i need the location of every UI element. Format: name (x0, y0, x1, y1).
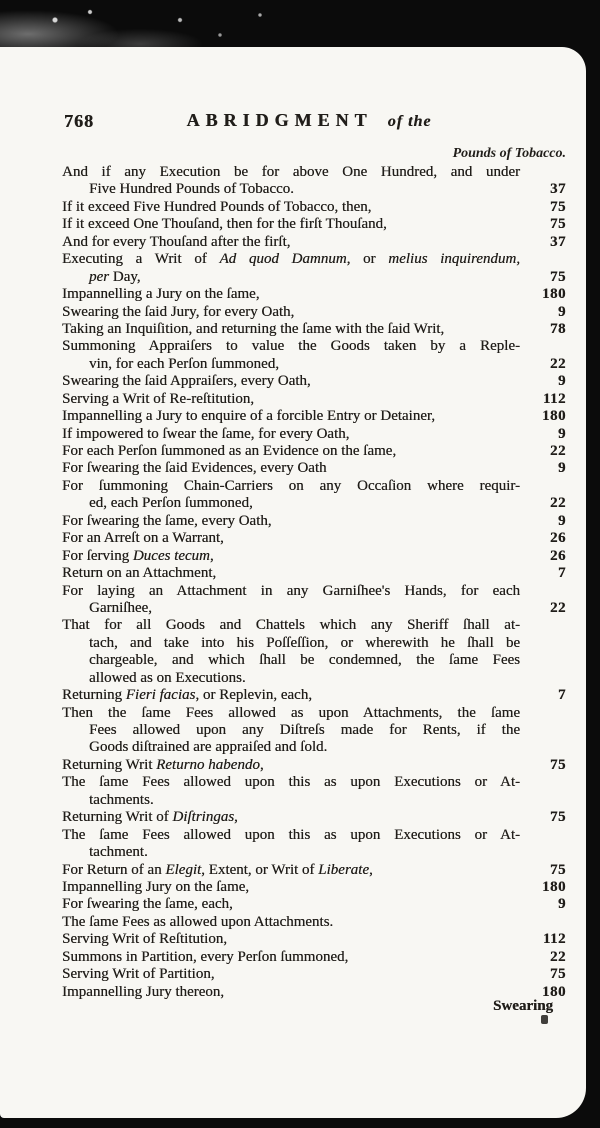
fee-value (520, 914, 566, 931)
fee-description-segment: And if any Execution be for above One Hundred, and under (62, 164, 520, 180)
fee-description-segment: , (234, 809, 238, 826)
fee-description-segment: , (209, 547, 214, 564)
fee-value: 26 (550, 547, 566, 564)
fee-row (62, 896, 566, 913)
fee-description (62, 635, 520, 652)
fee-value: 37 (550, 181, 566, 198)
fee-row (62, 216, 566, 233)
fee-row (62, 513, 566, 530)
fee-description-italic-segment: Ad quod Damnum (219, 251, 347, 268)
fee-row (62, 600, 566, 617)
fee-description (62, 984, 520, 1001)
fee-description-segment: , or (346, 251, 389, 268)
fee-row (62, 373, 566, 390)
fee-description-segment: Day, (109, 268, 141, 285)
fee-description (62, 338, 520, 355)
fee-value (520, 617, 566, 634)
fee-description-segment: , Extent, or Writ of (201, 861, 319, 878)
fee-description-segment: Impannelling a Jury to enquire of a forcible Entry or Detainer, (62, 408, 436, 425)
fee-description-segment: Impannelling Jury thereon, (62, 983, 225, 1000)
fee-description-segment: If it exceed Five Hundred Pounds of Tobacco, then, (62, 198, 372, 215)
fee-value: 75 (550, 268, 566, 285)
fee-value (520, 251, 566, 268)
fee-row (62, 774, 566, 791)
fee-description-segment: Swearing the ſaid Jury, for every Oath, (62, 303, 295, 320)
fee-row (62, 495, 566, 512)
fee-description-segment: , (369, 861, 373, 878)
fee-description (62, 286, 520, 303)
fee-description-segment: The ſame Fees allowed upon this as upon Executions or At- (62, 826, 520, 843)
fee-value: 9 (558, 460, 566, 477)
fee-row (62, 617, 566, 634)
fee-description-segment: tachments. (89, 791, 154, 808)
fee-value: 180 (542, 983, 566, 1000)
fee-description (62, 460, 520, 477)
fee-description (62, 966, 520, 983)
page-surface (0, 47, 586, 1118)
fee-description-italic-segment: Elegit (165, 861, 202, 878)
fee-row (62, 583, 566, 600)
fee-description-italic-segment: Returno habendo (156, 756, 260, 773)
fee-value (520, 478, 566, 495)
fee-row (62, 739, 566, 756)
fee-description (62, 583, 520, 600)
fee-row (62, 443, 566, 460)
fee-description (62, 356, 520, 373)
fee-description-segment: That for all Goods and Chattels which any Sheriff ſhall at- (62, 617, 520, 634)
running-title-of-the: of the (387, 113, 432, 130)
fee-description-segment: Executing a Writ of (62, 251, 220, 268)
fee-row (62, 199, 566, 216)
fee-description-segment: Swearing the ſaid Appraiſers, every Oath, (62, 373, 311, 390)
fee-value: 75 (550, 216, 566, 233)
fee-value (520, 844, 566, 861)
fee-description-italic-segment: Duces tecum (132, 547, 210, 564)
fee-description (62, 827, 520, 844)
fee-row (62, 460, 566, 477)
fee-row (62, 722, 566, 739)
fee-description-segment: Impannelling Jury on the ſame, (62, 878, 250, 895)
fee-row (62, 949, 566, 966)
fee-value: 9 (558, 512, 566, 529)
fee-description (62, 914, 520, 931)
fee-description (62, 809, 520, 826)
fee-description-segment: For ſwearing the ſame, each, (62, 896, 233, 913)
fee-value (520, 635, 566, 652)
page-number: 768 (64, 111, 94, 131)
fee-description-segment: Summoning Appraiſers to value the Goods taken by a Reple- (62, 338, 520, 355)
fee-row (62, 670, 566, 687)
fee-description-segment: tach, and take into his Poſſeſſion, or wherewith he ſhall be (89, 634, 520, 651)
fee-description (62, 234, 520, 251)
fee-description-segment: Returning (62, 687, 126, 704)
fee-description-segment: tachment. (89, 844, 148, 861)
fee-description-segment: Five Hundred Pounds of Tobacco. (89, 181, 294, 198)
fee-description-segment: And for every Thouſand after the firſt, (62, 233, 291, 250)
fee-description-segment: For each Perſon ſummoned as an Evidence on the ſame, (62, 443, 397, 459)
fee-value: 75 (550, 756, 566, 773)
fee-row (62, 304, 566, 321)
fee-description (62, 879, 520, 896)
fee-description (62, 600, 520, 617)
fee-description (62, 862, 520, 879)
fee-row (62, 984, 566, 1001)
fee-description (62, 199, 520, 216)
fee-row (62, 844, 566, 861)
fee-value: 75 (550, 198, 566, 215)
fee-description-segment: The ſame Fees allowed upon this as upon Executions or At- (62, 774, 520, 791)
fee-row (62, 408, 566, 425)
fee-description (62, 722, 520, 739)
fee-value: 22 (550, 948, 566, 965)
fee-value: 180 (542, 878, 566, 895)
scan-noise-artifact (0, 0, 300, 52)
fee-value: 112 (542, 390, 566, 407)
fee-description-segment: Serving Writ of Partition, (62, 966, 215, 983)
running-title-main: ABRIDGMENT (186, 110, 373, 130)
fee-description-segment: Fees allowed upon any Diſtreſs made for Rents, if the (89, 722, 520, 738)
fee-description-segment: ed, each Perſon ſummoned, (89, 495, 253, 512)
fee-value (520, 338, 566, 355)
fee-value: 22 (550, 599, 566, 616)
fee-description-segment: If impowered to ſwear the ſame, for every Oath, (62, 425, 350, 442)
fee-value (520, 827, 566, 844)
fee-value: 78 (550, 320, 566, 337)
fee-row (62, 356, 566, 373)
fee-description (62, 304, 520, 321)
fee-description (62, 652, 520, 669)
fee-description (62, 443, 520, 460)
fee-value (520, 774, 566, 791)
fee-description (62, 269, 520, 286)
fee-row (62, 338, 566, 355)
fee-description-segment: , (259, 756, 264, 773)
fee-value: 7 (558, 687, 566, 704)
fee-value: 22 (550, 443, 566, 459)
fee-value (520, 705, 566, 722)
fee-description (62, 164, 520, 181)
fee-row (62, 530, 566, 547)
fee-row (62, 548, 566, 565)
fee-description (62, 757, 520, 774)
fee-row (62, 391, 566, 408)
fee-description-segment: For ſwearing the ſaid Evidences, every Oath (62, 460, 327, 477)
fee-column-header: Pounds of Tobacco. (452, 146, 566, 161)
fee-description-segment: allowed as on Executions. (89, 669, 246, 686)
fee-description-segment: Summons in Partition, every Perſon ſummoned, (62, 948, 349, 965)
fee-row (62, 478, 566, 495)
fee-description-segment: Impannelling a Jury on the ſame, (62, 286, 260, 303)
fee-value: 22 (550, 495, 566, 512)
fee-row (62, 269, 566, 286)
fee-row (62, 705, 566, 722)
fee-row (62, 635, 566, 652)
fee-description-segment: For laying an Attachment in any Garniſhee's Hands, for each (62, 582, 520, 599)
fee-value: 180 (542, 408, 566, 425)
fee-value (520, 670, 566, 687)
fee-description-segment: Returning Writ (62, 756, 157, 773)
fee-description-segment: If it exceed One Thouſand, then for the firſt Thouſand, (62, 216, 387, 233)
fee-row (62, 827, 566, 844)
fee-description-segment: For an Arreſt on a Warrant, (62, 530, 224, 547)
fee-description (62, 251, 520, 268)
fee-description-segment: Taking an Inquiſition, and returning the ſame with the ſaid Writ, (62, 320, 445, 337)
fee-description (62, 426, 520, 443)
fee-row (62, 792, 566, 809)
fee-row (62, 286, 566, 303)
fee-value (520, 583, 566, 600)
fee-row (62, 931, 566, 948)
fee-description (62, 373, 520, 390)
fee-description (62, 896, 520, 913)
fee-row (62, 879, 566, 896)
fee-description (62, 774, 520, 791)
fee-value: 9 (558, 425, 566, 442)
fee-row (62, 862, 566, 879)
fee-description-segment: Serving Writ of Reſtitution, (62, 931, 227, 948)
fee-description (62, 391, 520, 408)
fee-row (62, 757, 566, 774)
fee-value: 7 (558, 565, 566, 582)
fee-description-segment: Return on an Attachment, (62, 565, 217, 582)
fee-description (62, 617, 520, 634)
fee-description-segment: The ſame Fees as allowed upon Attachments. (62, 913, 334, 930)
fee-value: 180 (542, 286, 566, 303)
fee-description-italic-segment: per (89, 268, 109, 285)
fee-value (520, 164, 566, 181)
fee-description-segment: For Return of an (62, 861, 166, 878)
fee-description (62, 792, 520, 809)
fee-description-italic-segment: Diſtringas (172, 809, 235, 826)
fee-value: 75 (550, 809, 566, 826)
fee-description (62, 687, 520, 704)
fee-row (62, 321, 566, 338)
fee-row (62, 234, 566, 251)
fee-description-segment: Serving a Writ of Re-reſtitution, (62, 390, 254, 407)
fee-value: 75 (550, 966, 566, 983)
fee-row (62, 251, 566, 268)
fee-description-segment: Then the ſame Fees allowed as upon Attachments, the ſame (62, 704, 520, 721)
fee-description (62, 931, 520, 948)
fee-description-segment: , or Replevin, each, (195, 687, 312, 704)
fee-value: 112 (542, 931, 566, 948)
fee-value (520, 792, 566, 809)
fee-description-segment: chargeable, and which ſhall be condemned, the ſame Fees (89, 652, 520, 669)
running-title (16, 110, 600, 131)
fee-description-segment: For ſummoning Chain-Carriers on any Occaſion where requir- (62, 477, 520, 494)
fee-row (62, 652, 566, 669)
fee-value: 9 (558, 896, 566, 913)
fee-value: 37 (550, 233, 566, 250)
fee-value: 9 (558, 303, 566, 320)
fee-description-italic-segment: Fieri facias (125, 687, 196, 704)
fee-description (62, 321, 520, 338)
fee-description (62, 844, 520, 861)
fee-description-segment: For ſwearing the ſame, every Oath, (62, 512, 272, 529)
fee-description-italic-segment: melius inquirendum, (388, 251, 520, 268)
ink-blot-artifact (541, 1015, 548, 1024)
fee-description (62, 548, 520, 565)
fee-row (62, 809, 566, 826)
fee-description (62, 478, 520, 495)
fee-description (62, 530, 520, 547)
fee-value (520, 739, 566, 756)
fee-description (62, 513, 520, 530)
fee-value (520, 652, 566, 669)
fee-description (62, 739, 520, 756)
fee-row (62, 426, 566, 443)
fee-value: 22 (550, 355, 566, 372)
fee-description (62, 495, 520, 512)
fee-row (62, 181, 566, 198)
fee-row (62, 565, 566, 582)
fee-value: 26 (550, 530, 566, 547)
fee-description-segment: Returning Writ of (62, 809, 173, 826)
fee-description (62, 216, 520, 233)
fee-description-segment: Goods diſtrained are appraiſed and ſold. (89, 739, 328, 756)
fee-description-italic-segment: Liberate (318, 861, 370, 878)
fee-row (62, 164, 566, 181)
fee-value: 75 (550, 861, 566, 878)
fee-row (62, 914, 566, 931)
fee-rows (62, 164, 566, 1001)
fee-description-segment: vin, for each Perſon ſummoned, (89, 355, 279, 372)
fee-description (62, 408, 520, 425)
fee-description-segment: For ſerving (62, 547, 133, 564)
fee-description (62, 949, 520, 966)
fee-description-segment: Garniſhee, (89, 599, 152, 616)
fee-description (62, 565, 520, 582)
fee-row (62, 687, 566, 704)
fee-value (520, 722, 566, 739)
fee-description (62, 705, 520, 722)
fee-value: 9 (558, 373, 566, 390)
catchword: Swearing (493, 998, 553, 1014)
fee-description (62, 670, 520, 687)
fee-row (62, 966, 566, 983)
fee-description (62, 181, 520, 198)
